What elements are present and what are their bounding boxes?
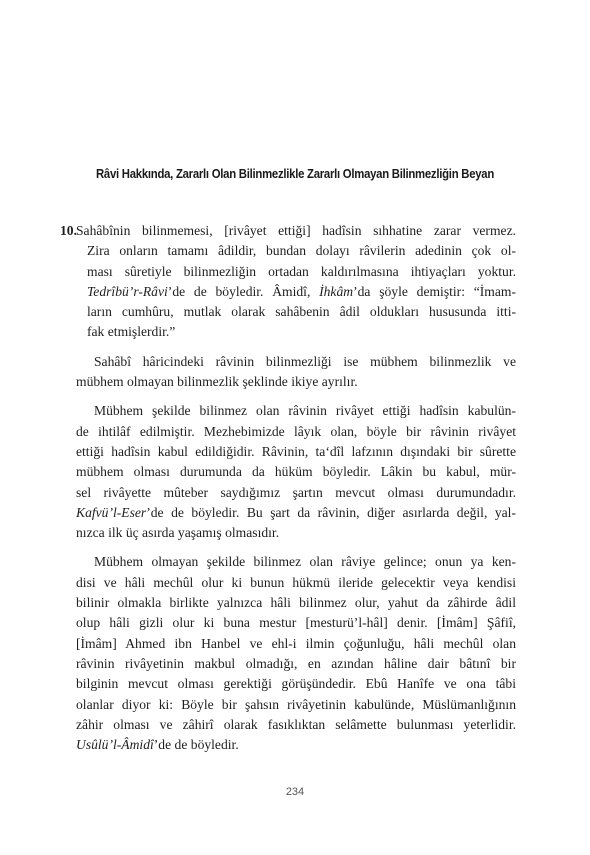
text-line: fak etmişlerdir.”: [87, 324, 176, 340]
text-segment: ’de de böyledir. Âmidî,: [167, 283, 320, 299]
numbered-item: [60, 221, 517, 343]
text-line: [İmâm] Ahmed ibn Hanbel ve ehl-i ilmin çoğunluğu, hâli mechûl olan: [76, 635, 516, 651]
text-line: 10. Sahâbînin bilinmemesi, [rivâyet ettiği] hadîsin sıhhatine zarar vermez.: [76, 221, 516, 241]
text-line: Sahâbî hâricindeki râvinin bilinmezliği ise mübhem bilinmezlik ve: [94, 353, 516, 369]
text-line: bilginin mevcut olması gerektiği görüşündedir. Ebû Hanîfe ve ona tâbi: [76, 676, 516, 692]
section-heading: Râvi Hakkında, Zararlı Olan Bilinmezlikle Zararlı Olmayan Bilinmezliğin Beyan: [95, 166, 495, 181]
book-title: İhkâm: [319, 283, 354, 299]
text-line: ettiği hadîsin kabul edildiğidir. Râvinin, ta‘dîl lafzının dışındaki bir sûrette: [76, 443, 516, 459]
text-line: ların cumhûru, mutlak olarak sahâbenin âdil oldukları hususunda itti-: [87, 304, 516, 320]
text-line: bilinir olmakla birlikte yalnızca hâli bilinmez olur, yahut da zâhirde âdil: [76, 595, 516, 611]
item-number: 10.: [60, 223, 77, 238]
text-line: de ihtilâf edilmiştir. Mezhebimizde lâyık olan, böyle bir râvinin rivâyet: [76, 423, 516, 439]
page-body: [60, 221, 517, 755]
book-title: Kafvü’l-Eser: [76, 504, 147, 520]
text-line: olanlar diyor ki: Böyle bir şahsın rivâyetinin kabulünde, Müslümanlığının: [76, 696, 516, 712]
text-segment: ’de de böyledir.: [153, 737, 239, 753]
page-number: 234: [285, 786, 305, 798]
book-title: Usûlü’l-Âmidî: [76, 737, 154, 753]
text-line: ması sûretiyle bilinmezliğin ortadan kaldırılmasına ihtiyaçları yoktur.: [87, 263, 516, 279]
text-line: sel rivâyette mûteber saydığımız şartın mevcut olması durumundadır.: [76, 484, 516, 500]
text-line: Mübhem şekilde bilinmez olan râvinin rivâyet ettiği hadîsin kabulün-: [94, 403, 516, 419]
paragraph: [76, 401, 516, 543]
text-line: disi ve hâli mechûl olur ki bunun hükmü ileride gelecektir veya kendisi: [76, 574, 516, 590]
text-line: olup hâli gizli olur ki buna mestur [mesturü’l-hâl] denir. [İmâm] Şâfiî,: [76, 615, 516, 631]
text-segment: ’de de böyledir. Bu şart da râvinin, diğer asırlarda değil, yal-: [146, 504, 516, 520]
text-line: Mübhem olmayan şekilde bilinmez olan râviye gelince; onun ya ken-: [94, 554, 516, 570]
text-line: râvinin rivâyetinin makbul olmadığı, en azından hâline dair bâtınî bir: [76, 655, 516, 671]
text-line: [76, 735, 516, 755]
book-title: Tedrîbü’r-Râvi: [87, 283, 168, 299]
text-line: zâhir olması ve zâhirî olarak fasıklıktan selâmette bulunması yeterlidir.: [76, 716, 516, 732]
text-line: Zira onların tamamı âdildir, bundan dolayı râvilerin adedinin çok ol-: [87, 243, 516, 259]
text-line: [76, 503, 516, 523]
text-line: mübhem olması durumunda da hüküm böyledir. Lâkin bu kabul, mür-: [76, 464, 516, 480]
paragraph: [76, 352, 516, 393]
text-line: nızca ilk üç asırda yaşamış olmasıdır.: [76, 525, 280, 541]
text-line: [76, 282, 516, 302]
paragraph: [76, 552, 516, 755]
text-segment: ’da şöyle demiştir: “İmam-: [353, 283, 517, 299]
text-line: mübhem olmayan bilinmezlik şeklinde ikiye ayrılır.: [76, 374, 358, 390]
